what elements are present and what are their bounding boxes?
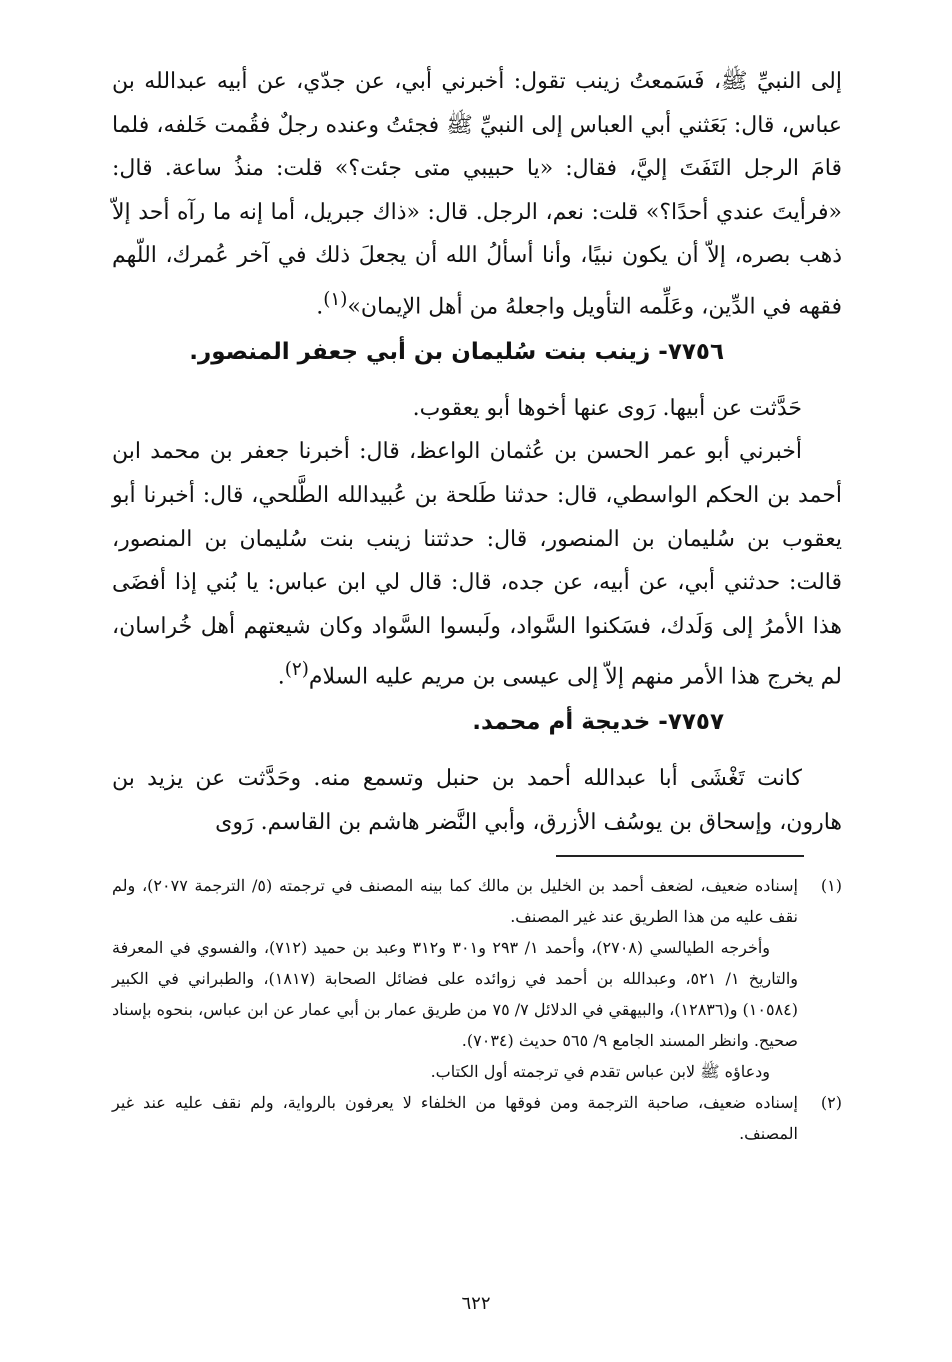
footnote-line: وأخرجه الطيالسي (٢٧٠٨)، وأحمد ١/ ٢٩٣ و٣٠١ و٣١٢ وعبد بن حميد (٧١٢)، والفسوي في المعرفة والتاريخ ١/ ٥٢١، وعبدالله بن أحمد في زوائده على فضائل الصحابة (١٨١٧)، والطبراني في الكبير (١٠٥٨٤) و(١٢٨٣٦)، والبيهقي في الدلائل ٧/ ٧٥ من طريق عمار بن أبي عمار عن ابن عباس، بنحوه بإسناد صحيح. وانظر المسند الجامع ٩/ ٥٦٥ حديث (٧٠٣٤).: [112, 938, 799, 1050]
footnotes: [112, 870, 842, 1149]
footnote-body: [112, 870, 798, 1087]
footnote-number: (٢): [820, 1093, 842, 1112]
paragraph-text: أخبرني أبو عمر الحسن بن عُثمان الواعظ، قال: أخبرنا جعفر بن محمد ابن أحمد بن الحكم الواسطي، قال: حدثنا طَلحة بن عُبيدالله الطَّلحي، قال: أخبرنا أبو يعقوب بن سُليمان بن المنصور، قال: حدثتنا زينب بنت سُليمان بن المنصور، قالت: حدثني أبي، عن أبيه، عن جده، قال: قال لي ابن عباس: يا بُني إذا أفضَى هذا الأمرُ إلى وَلَدك، فسَكنوا السَّواد، ولَبسوا السَّواد وكان شيعتهم أهل خُراسان، لم يخرج هذا الأمر منهم إلاّ إلى عيسى بن مريم عليه السلام: [112, 439, 842, 690]
entry-heading-7757: ٧٧٥٧- خديجة أم محمد.: [472, 709, 724, 736]
footnote-ref-2: (٢): [284, 659, 309, 681]
footnote-line: إسناده ضعيف، لضعف أحمد بن الخليل بن مالك كما بينه المصنف في ترجمته (٥/ الترجمة ٢٠٧٧)، ولم نقف عليه من هذا الطريق عند غير المصنف.: [112, 876, 798, 926]
footnote-ref-1: (١): [323, 288, 348, 310]
entry-heading-7756: ٧٧٥٦- زينب بنت سُليمان بن أبي جعفر المنصور.: [189, 338, 724, 365]
paragraph-narration: حَدَّثت عن أبيها. رَوى عنها أخوها أبو يعقوب.: [412, 395, 802, 421]
footnote-1: [112, 870, 842, 1087]
paragraph-biography: كانت تَغْشَى أبا عبدالله أحمد بن حنبل وتسمع منه. وحَدَّثت عن يزيد بن هارون، وإسحاق بن يوسُف الأزرق، وأبي النَّضر هاشم بن القاسم. رَوى: [112, 766, 842, 835]
footnote-line: ودعاؤه ﷺ لابن عباس تقدم في ترجمته أول الكتاب.: [430, 1062, 770, 1081]
footnote-number: (١): [820, 876, 842, 895]
footnote-separator: [556, 855, 804, 857]
page-number: ٦٢٢: [461, 1293, 491, 1314]
main-text: [112, 60, 842, 845]
paragraph-isnad: أخبرني أبو عمر الحسن بن عُثمان الواعظ، قال: أخبرنا جعفر بن محمد ابن أحمد بن الحكم الواسطي، قال: حدثنا طَلحة بن عُبيدالله الطَّلحي، قال: أخبرنا أبو يعقوب بن سُليمان بن المنصور، قال: حدثتنا زينب بنت سُليمان بن المنصور، قالت: حدثني أبي، عن أبيه، عن جده، قال: قال لي ابن عباس: يا بُني إذا أفضَى هذا الأمرُ إلى وَلَدك، فسَكنوا السَّواد، ولَبسوا السَّواد وكان شيعتهم أهل خُراسان، لم يخرج هذا الأمر منهم إلاّ إلى عيسى بن مريم عليه السلام$^{(٢)}$.: [112, 439, 842, 690]
footnote-body: [112, 1087, 798, 1149]
footnote-2: [112, 1087, 842, 1149]
footnote-line: إسناده ضعيف، صاحبة الترجمة ومن فوقها من الخلفاء لا يعرفون بالرواية، ولم نقف عليه عند غير المصنف.: [112, 1093, 799, 1143]
paragraph-text: إلى النبيِّ ﷺ، فَسَمعتُ زينب تقول: أخبرني أبي، عن جدّي، عن أبيه عبدالله بن عباس، قال: بَعَثني أبي العباس إلى النبيِّ ﷺ فجئتُ وعنده رجلٌ فقُمت خَلفه، فلما قامَ الرجل التَفَتَ إليَّ، فقال: «يا حبيبي متى جئت؟» قلت: منذُ ساعة. قال: «فرأيتَ عندي أحدًا؟» قلت: نعم، الرجل. قال: «ذاك جبريل، أما إنه ما رآه أحد إلاّ ذهب بصره، إلاّ أن يكون نبيًا، وأنا أسألُ الله أن يجعلَ ذلك في آخر عُمرك، اللّهم فقهه في الدِّين، وعَلِّمه التأويل واجعلهُ من أهل الإيمان»: [112, 69, 843, 320]
paragraph-hadith: إلى النبيِّ ﷺ، فَسَمعتُ زينب تقول: أخبرني أبي، عن جدّي، عن أبيه عبدالله بن عباس، قال: بَعَثني أبي العباس إلى النبيِّ ﷺ فجئتُ وعنده رجلٌ فقُمت خَلفه، فلما قامَ الرجل التَفَتَ إليَّ، فقال: «يا حبيبي متى جئت؟» قلت: منذُ ساعة. قال: «فرأيتَ عندي أحدًا؟» قلت: نعم، الرجل. قال: «ذاك جبريل، أما إنه ما رآه أحد إلاّ ذهب بصره، إلاّ أن يكون نبيًا، وأنا أسألُ الله أن يجعلَ ذلك في آخر عُمرك، اللّهم فقهه في الدِّين، وعَلِّمه التأويل واجعلهُ من أهل الإيمان»$^{(١)}$.: [112, 69, 843, 320]
